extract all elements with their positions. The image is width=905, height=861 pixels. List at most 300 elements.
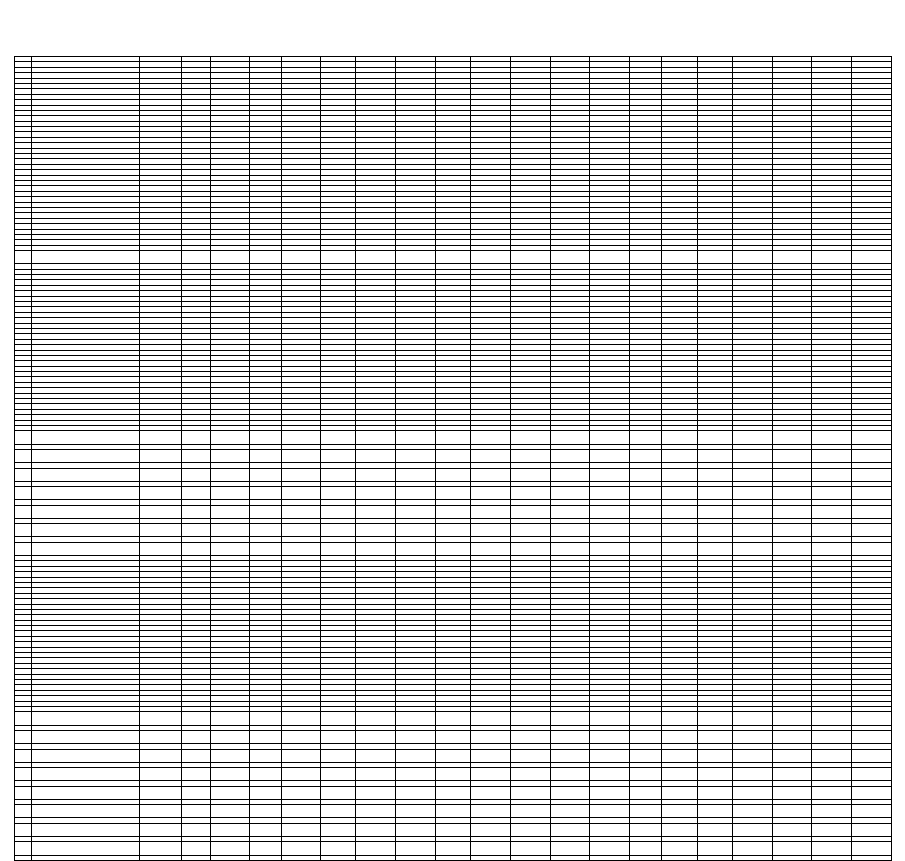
value-cell [396,823,436,836]
value-cell [250,749,282,762]
value-cell [733,468,773,481]
value-cell [510,786,550,799]
value-cell [812,786,852,799]
value-cell [435,542,470,555]
row-number-cell [15,505,32,518]
value-cell [356,505,396,518]
value-cell [590,542,630,555]
value-cell [396,431,436,444]
value-cell [282,431,321,444]
table-row [15,524,892,537]
value-cell [550,431,590,444]
value-cell [662,487,697,500]
value-cell [282,842,321,855]
value-cell [697,524,732,537]
value-cell [396,449,436,462]
address-cell [32,842,139,855]
value-cell [471,449,511,462]
table-row [15,749,892,762]
value-cell [550,749,590,762]
value-cell [550,805,590,818]
value-cell [182,823,211,836]
value-cell [697,468,732,481]
value-cell [629,712,661,725]
value-cell [356,730,396,743]
value-cell [510,855,550,860]
value-cell [396,768,436,781]
value-cell [435,449,470,462]
value-cell [282,542,321,555]
value-cell [697,786,732,799]
value-cell [139,468,182,481]
value-cell [250,842,282,855]
value-cell [471,487,511,500]
value-cell [510,487,550,500]
value-cell [733,805,773,818]
value-cell [182,855,211,860]
value-cell [550,786,590,799]
value-cell [356,542,396,555]
table-row [15,487,892,500]
value-cell [282,855,321,860]
value-cell [772,487,812,500]
value-cell [211,487,250,500]
value-cell [733,730,773,743]
value-cell [733,251,773,264]
value-cell [320,749,355,762]
value-cell [812,449,852,462]
value-cell [396,855,436,860]
table-row [15,542,892,555]
value-cell [510,524,550,537]
value-cell [320,730,355,743]
value-cell [772,805,812,818]
table-row [15,768,892,781]
value-cell [550,251,590,264]
address-cell [32,712,139,725]
value-cell [629,542,661,555]
value-cell [471,712,511,725]
value-cell [662,505,697,518]
value-cell [590,505,630,518]
value-cell [396,805,436,818]
value-cell [697,823,732,836]
value-cell [772,542,812,555]
value-cell [852,805,892,818]
value-cell [733,487,773,500]
value-cell [182,251,211,264]
value-cell [320,842,355,855]
value-cell [396,730,436,743]
row-number-cell [15,712,32,725]
value-cell [282,251,321,264]
value-cell [662,749,697,762]
value-cell [550,449,590,462]
value-cell [356,524,396,537]
value-cell [139,505,182,518]
value-cell [772,431,812,444]
value-cell [550,487,590,500]
value-cell [182,431,211,444]
value-cell [139,449,182,462]
value-cell [550,524,590,537]
value-cell [356,805,396,818]
value-cell [211,768,250,781]
value-cell [211,823,250,836]
value-cell [211,524,250,537]
value-cell [852,823,892,836]
value-cell [250,487,282,500]
value-cell [282,823,321,836]
value-cell [733,524,773,537]
value-cell [396,542,436,555]
value-cell [471,823,511,836]
value-cell [812,524,852,537]
value-cell [510,449,550,462]
value-cell [697,855,732,860]
value-cell [550,823,590,836]
value-cell [812,730,852,743]
row-number-cell [15,805,32,818]
value-cell [772,730,812,743]
table-row [15,449,892,462]
value-cell [733,786,773,799]
row-number-cell [15,449,32,462]
value-cell [697,487,732,500]
row-number-cell [15,468,32,481]
table-row [15,730,892,743]
value-cell [662,786,697,799]
value-cell [211,749,250,762]
value-cell [250,468,282,481]
value-cell [550,542,590,555]
value-cell [250,251,282,264]
value-cell [320,768,355,781]
row-number-cell [15,251,32,264]
value-cell [211,449,250,462]
value-cell [590,749,630,762]
value-cell [697,712,732,725]
value-cell [590,823,630,836]
value-cell [662,468,697,481]
value-cell [282,449,321,462]
value-cell [211,505,250,518]
value-cell [356,842,396,855]
value-cell [320,786,355,799]
value-cell [435,251,470,264]
value-cell [282,749,321,762]
address-cell [32,542,139,555]
value-cell [697,449,732,462]
value-cell [510,805,550,818]
value-cell [182,542,211,555]
value-cell [471,749,511,762]
value-cell [590,855,630,860]
value-cell [852,468,892,481]
value-cell [396,487,436,500]
value-cell [282,712,321,725]
value-cell [590,431,630,444]
value-cell [733,505,773,518]
value-cell [550,768,590,781]
value-cell [320,712,355,725]
table-row [15,823,892,836]
address-cell [32,251,139,264]
value-cell [435,468,470,481]
value-cell [356,468,396,481]
value-cell [662,768,697,781]
data-table [14,56,892,861]
address-cell [32,487,139,500]
value-cell [139,730,182,743]
table-row [15,468,892,481]
value-cell [211,431,250,444]
value-cell [471,251,511,264]
value-cell [182,712,211,725]
value-cell [435,842,470,855]
address-cell [32,431,139,444]
table-row [15,505,892,518]
value-cell [629,805,661,818]
value-cell [396,749,436,762]
row-number-cell [15,823,32,836]
value-cell [320,823,355,836]
value-cell [211,786,250,799]
value-cell [211,805,250,818]
value-cell [435,487,470,500]
value-cell [139,768,182,781]
value-cell [320,505,355,518]
value-cell [250,449,282,462]
value-cell [697,805,732,818]
value-cell [812,468,852,481]
row-number-cell [15,786,32,799]
value-cell [435,505,470,518]
value-cell [772,505,812,518]
value-cell [550,842,590,855]
value-cell [629,786,661,799]
value-cell [697,730,732,743]
value-cell [772,449,812,462]
value-cell [629,251,661,264]
value-cell [282,805,321,818]
value-cell [282,730,321,743]
value-cell [590,712,630,725]
value-cell [396,468,436,481]
address-cell [32,786,139,799]
value-cell [471,855,511,860]
value-cell [320,431,355,444]
value-cell [812,805,852,818]
value-cell [282,786,321,799]
value-cell [139,524,182,537]
value-cell [852,842,892,855]
value-cell [139,487,182,500]
value-cell [662,431,697,444]
value-cell [662,712,697,725]
value-cell [320,542,355,555]
value-cell [211,468,250,481]
value-cell [282,487,321,500]
value-cell [320,487,355,500]
row-number-cell [15,842,32,855]
value-cell [471,768,511,781]
value-cell [629,431,661,444]
value-cell [139,805,182,818]
value-cell [182,730,211,743]
row-number-cell [15,730,32,743]
value-cell [510,749,550,762]
value-cell [282,468,321,481]
value-cell [590,449,630,462]
value-cell [733,823,773,836]
value-cell [662,805,697,818]
row-number-cell [15,749,32,762]
value-cell [396,505,436,518]
row-number-cell [15,768,32,781]
value-cell [250,805,282,818]
value-cell [471,786,511,799]
value-cell [772,749,812,762]
value-cell [590,487,630,500]
value-cell [510,468,550,481]
value-cell [435,712,470,725]
value-cell [550,712,590,725]
address-cell [32,749,139,762]
value-cell [662,542,697,555]
value-cell [320,855,355,860]
value-cell [772,524,812,537]
value-cell [812,855,852,860]
value-cell [733,842,773,855]
value-cell [250,542,282,555]
value-cell [697,749,732,762]
value-cell [772,468,812,481]
value-cell [510,768,550,781]
table-row [15,251,892,264]
value-cell [356,749,396,762]
value-cell [320,805,355,818]
value-cell [250,712,282,725]
value-cell [550,730,590,743]
value-cell [772,842,812,855]
value-cell [852,524,892,537]
value-cell [629,730,661,743]
value-cell [812,487,852,500]
value-cell [812,842,852,855]
value-cell [852,712,892,725]
value-cell [662,251,697,264]
value-cell [435,768,470,781]
value-cell [697,431,732,444]
value-cell [250,855,282,860]
value-cell [812,749,852,762]
value-cell [396,712,436,725]
value-cell [471,805,511,818]
value-cell [852,730,892,743]
value-cell [697,768,732,781]
value-cell [471,842,511,855]
value-cell [772,251,812,264]
value-cell [662,524,697,537]
value-cell [356,449,396,462]
value-cell [356,855,396,860]
value-cell [139,786,182,799]
value-cell [510,730,550,743]
address-cell [32,823,139,836]
value-cell [662,730,697,743]
value-cell [471,431,511,444]
row-number-cell [15,487,32,500]
value-cell [250,431,282,444]
value-cell [471,524,511,537]
value-cell [250,730,282,743]
value-cell [211,251,250,264]
value-cell [182,487,211,500]
table-row [15,786,892,799]
value-cell [662,449,697,462]
value-cell [435,730,470,743]
value-cell [396,524,436,537]
value-cell [733,749,773,762]
value-cell [182,768,211,781]
value-cell [852,449,892,462]
value-cell [139,542,182,555]
value-cell [435,823,470,836]
value-cell [139,251,182,264]
value-cell [510,542,550,555]
value-cell [396,251,436,264]
value-cell [812,251,852,264]
table-row [15,805,892,818]
value-cell [852,855,892,860]
address-cell [32,524,139,537]
value-cell [250,505,282,518]
value-cell [435,855,470,860]
table-row [15,712,892,725]
value-cell [629,487,661,500]
value-cell [733,855,773,860]
value-cell [852,505,892,518]
value-cell [435,524,470,537]
value-cell [852,542,892,555]
row-number-cell [15,542,32,555]
value-cell [590,786,630,799]
value-cell [590,730,630,743]
value-cell [435,749,470,762]
value-cell [590,251,630,264]
value-cell [772,712,812,725]
row-number-cell [15,855,32,860]
value-cell [182,505,211,518]
value-cell [510,823,550,836]
value-cell [629,524,661,537]
value-cell [550,468,590,481]
value-cell [139,712,182,725]
value-cell [590,842,630,855]
value-cell [320,251,355,264]
value-cell [182,749,211,762]
value-cell [733,431,773,444]
value-cell [182,449,211,462]
value-cell [590,468,630,481]
address-cell [32,730,139,743]
address-cell [32,505,139,518]
value-cell [852,786,892,799]
value-cell [211,542,250,555]
value-cell [182,842,211,855]
value-cell [733,712,773,725]
